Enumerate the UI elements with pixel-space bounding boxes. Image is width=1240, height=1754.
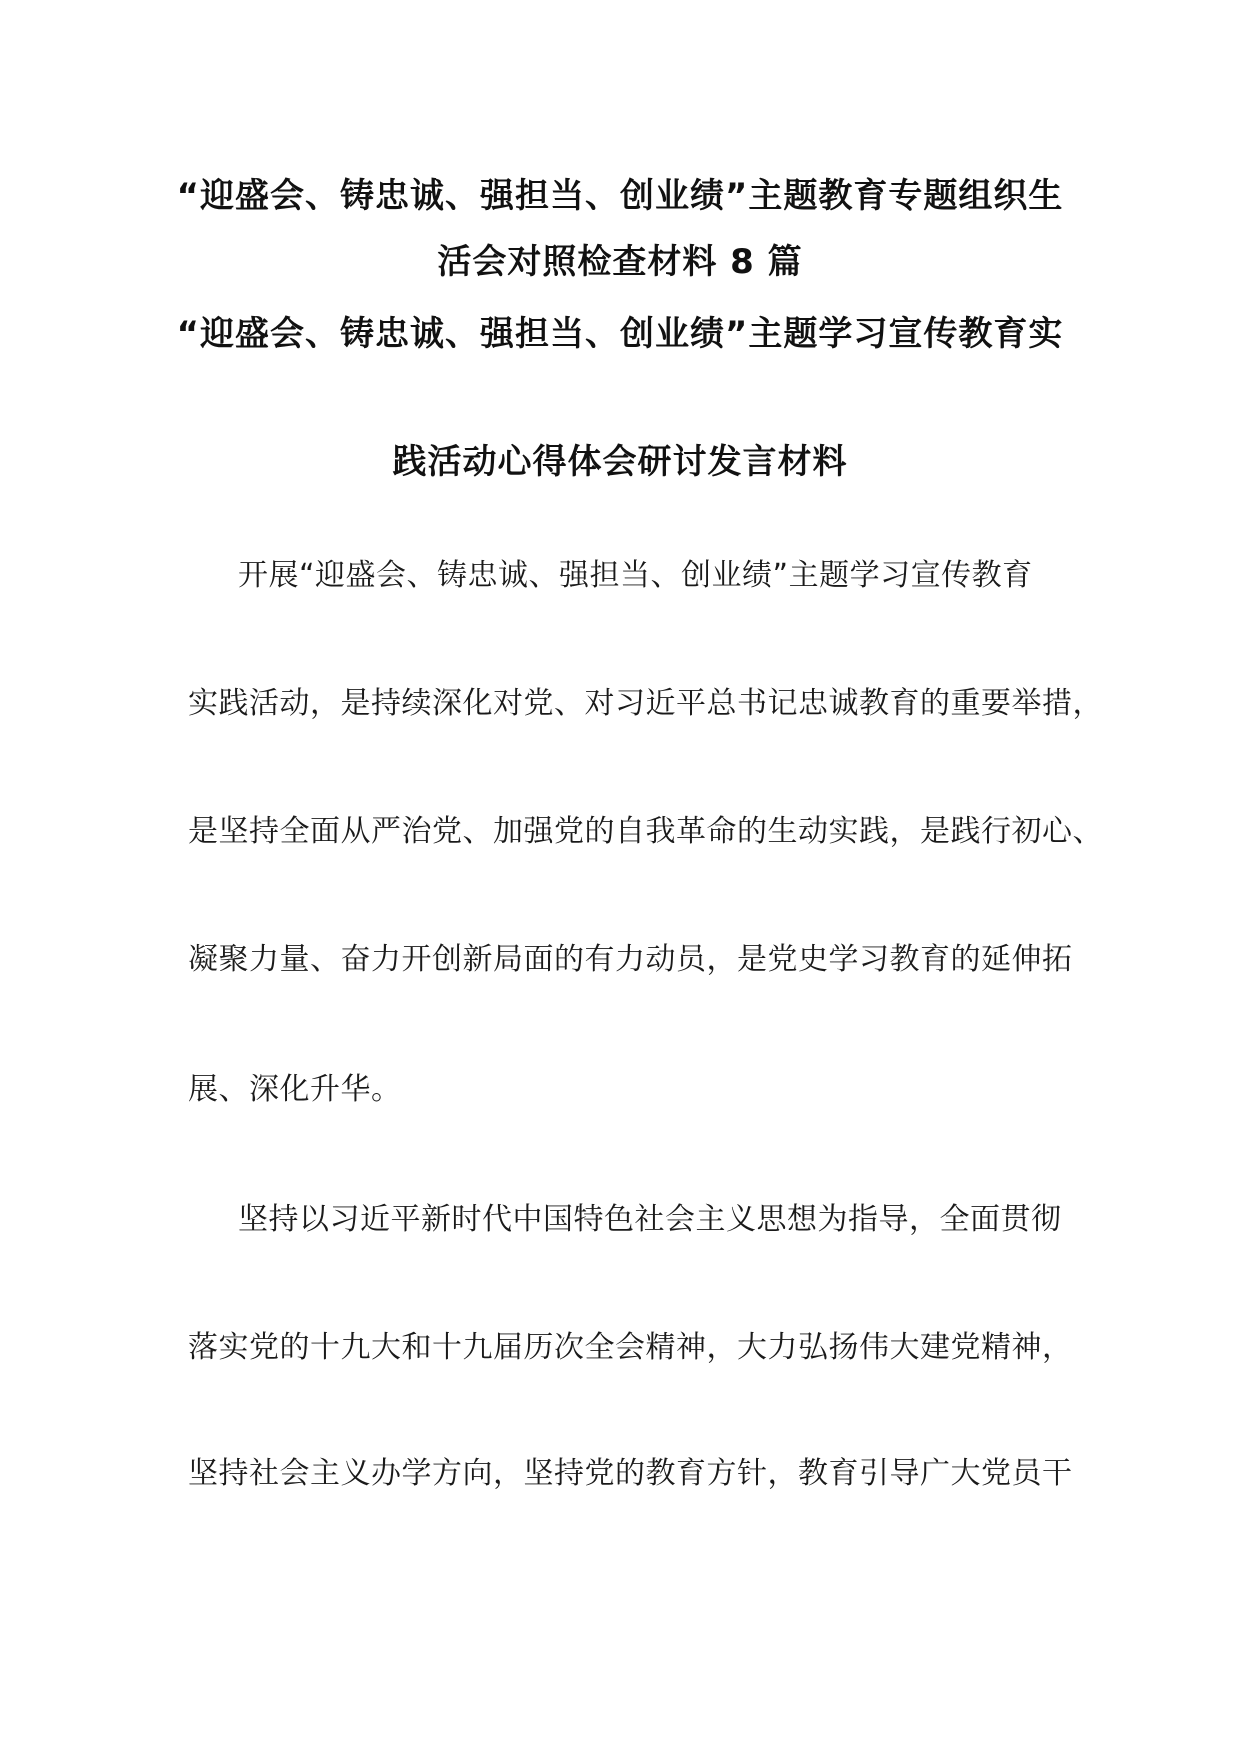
document-title-line-1: “迎盛会、铸忠诚、强担当、创业绩”主题教育专题组织生 <box>176 176 1064 216</box>
document-title-line-2: 活会对照检查材料 8 篇 <box>437 242 803 282</box>
paragraph-1-line-4: 凝聚力量、奋力开创新局面的有力动员，是党史学习教育的延伸拓 <box>188 942 1073 977</box>
paragraph-1-line-1: 开展“迎盛会、铸忠诚、强担当、创业绩”主题学习宣传教育 <box>238 558 1033 593</box>
paragraph-2-line-3: 坚持社会主义办学方向，坚持党的教育方针，教育引导广大党员干 <box>188 1456 1073 1491</box>
paragraph-1-line-2: 实践活动，是持续深化对党、对习近平总书记忠诚教育的重要举措， <box>188 686 1103 721</box>
paragraph-2-line-1: 坚持以习近平新时代中国特色社会主义思想为指导，全面贯彻 <box>238 1202 1062 1237</box>
article-title-line-2: 践活动心得体会研讨发言材料 <box>392 442 848 482</box>
paragraph-1-line-5: 展、深化升华。 <box>188 1072 402 1107</box>
article-title-line-1: “迎盛会、铸忠诚、强担当、创业绩”主题学习宣传教育实 <box>176 314 1064 354</box>
paragraph-1-line-3: 是坚持全面从严治党、加强党的自我革命的生动实践，是践行初心、 <box>188 814 1103 849</box>
paragraph-2-line-2: 落实党的十九大和十九届历次全会精神，大力弘扬伟大建党精神， <box>188 1330 1073 1365</box>
